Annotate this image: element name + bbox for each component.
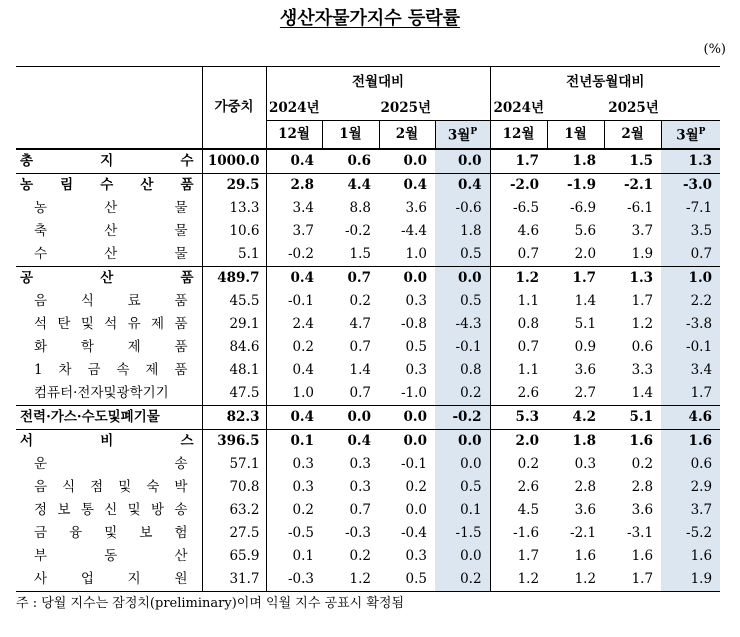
value-cell: 0.5 <box>435 290 490 313</box>
value-cell: 3.4 <box>661 359 720 382</box>
value-cell: -7.1 <box>661 197 720 220</box>
table-body <box>16 149 720 592</box>
yoy-header: 전년동월대비 <box>490 67 720 98</box>
value-cell: 0.6 <box>661 453 720 476</box>
value-cell: 0.7 <box>322 266 379 290</box>
value-cell: 0.2 <box>349 292 371 309</box>
value-cell: 1.6 <box>574 547 597 564</box>
row-label: 축 산 물 <box>34 222 188 239</box>
value-cell: 0.2 <box>435 568 490 592</box>
yoy-year-2025: 2025년 <box>608 100 659 116</box>
value-cell: 0.1 <box>266 545 322 568</box>
value-cell: 4.6 <box>490 220 547 243</box>
subcategory-row <box>16 382 720 406</box>
row-label: 금 융 및 보 험 <box>34 524 188 541</box>
footnote: 주 : 당월 지수는 잠정치(preliminary)이며 익월 지수 공표시 확정됨 <box>16 596 405 611</box>
value-cell: 2.8 <box>266 173 322 197</box>
value-cell: 0.8 <box>435 359 490 382</box>
value-cell: 3.5 <box>661 220 720 243</box>
weight-cell: 45.5 <box>202 290 266 313</box>
value-cell: -0.2 <box>344 222 371 239</box>
weight-cell: 31.7 <box>202 568 266 592</box>
value-cell: 1.4 <box>631 384 654 401</box>
value-cell: 0.7 <box>661 243 720 267</box>
value-cell: 0.7 <box>490 243 547 267</box>
row-label: 사 업 지 원 <box>16 568 202 592</box>
value-cell: -0.2 <box>266 243 322 267</box>
value-cell: -3.8 <box>661 313 720 336</box>
category-row <box>16 429 720 453</box>
value-cell: 0.4 <box>266 405 322 429</box>
value-cell: 1.4 <box>349 361 371 378</box>
month-header: 12월 <box>266 121 322 149</box>
subcategory-row <box>16 336 720 359</box>
value-cell: 1.7 <box>604 568 661 592</box>
value-cell: -0.2 <box>435 405 490 429</box>
value-cell: -0.5 <box>266 522 322 545</box>
weight-cell: 82.3 <box>202 405 266 429</box>
value-cell: 4.4 <box>322 173 379 197</box>
value-cell: 0.0 <box>435 545 490 568</box>
value-cell: 2.6 <box>490 476 547 499</box>
weight-cell: 5.1 <box>202 243 266 267</box>
category-row <box>16 173 720 197</box>
value-cell: 0.2 <box>266 336 322 359</box>
value-cell: 0.2 <box>435 382 490 406</box>
row-label: 운 송 <box>34 455 188 472</box>
row-label: 화 학 제 품 <box>34 338 188 355</box>
subcategory-row <box>16 243 720 267</box>
value-cell: 0.3 <box>266 476 322 499</box>
value-cell: 0.4 <box>379 173 435 197</box>
row-label: 1 차 금 속 제 품 <box>34 361 188 378</box>
value-cell: 1.2 <box>631 315 654 332</box>
month-header: 1월 <box>547 121 604 149</box>
value-cell: -4.4 <box>400 222 427 239</box>
value-cell: 1.6 <box>604 429 661 453</box>
subcategory-row <box>16 545 720 568</box>
weight-cell: 489.7 <box>202 266 266 290</box>
value-cell: 1.0 <box>661 266 720 290</box>
value-cell: 0.2 <box>266 499 322 522</box>
value-cell: 1.7 <box>547 266 604 290</box>
category-row <box>16 405 720 429</box>
weight-cell: 29.5 <box>202 173 266 197</box>
value-cell: 0.6 <box>322 149 379 174</box>
value-cell: 5.1 <box>604 405 661 429</box>
value-cell: 0.3 <box>349 455 371 472</box>
value-cell: -0.1 <box>266 290 322 313</box>
value-cell: -6.5 <box>490 197 547 220</box>
value-cell: 0.0 <box>322 405 379 429</box>
value-cell: 3.4 <box>266 197 322 220</box>
row-label: 컴퓨터·전자및광학기기 <box>34 384 169 401</box>
value-cell: 2.0 <box>574 245 597 262</box>
row-label: 서 비 스 <box>16 429 202 453</box>
value-cell: 1.8 <box>547 149 604 174</box>
value-cell: 0.4 <box>266 359 322 382</box>
month-header-prelim: 3월$^P$ <box>661 121 720 149</box>
value-cell: 0.0 <box>405 501 427 518</box>
value-cell: 3.7 <box>266 220 322 243</box>
value-cell: 4.7 <box>349 315 371 332</box>
value-cell: -2.1 <box>604 173 661 197</box>
month-header: 12월 <box>490 121 547 149</box>
value-cell: 4.2 <box>547 405 604 429</box>
weight-header: 가중치 <box>202 67 266 149</box>
header-row-1 <box>16 67 720 98</box>
value-cell: 0.5 <box>405 338 427 355</box>
value-cell: 4.5 <box>490 499 547 522</box>
value-cell: 1.1 <box>490 359 547 382</box>
value-cell: -2.1 <box>570 524 597 541</box>
mom-year-2025: 2025년 <box>380 100 432 116</box>
row-label: 공 산 품 <box>16 266 202 290</box>
weight-cell: 10.6 <box>202 220 266 243</box>
value-cell: 8.8 <box>349 199 371 216</box>
value-cell: -1.0 <box>400 384 427 401</box>
subcategory-row <box>16 359 720 382</box>
value-cell: 3.6 <box>574 361 597 378</box>
value-cell: 0.5 <box>435 476 490 499</box>
value-cell: -0.1 <box>400 455 427 472</box>
row-label: 농 산 물 <box>34 199 188 216</box>
weight-cell: 63.2 <box>202 499 266 522</box>
subcategory-row <box>16 313 720 336</box>
value-cell: 0.3 <box>349 478 371 495</box>
value-cell: 0.0 <box>435 266 490 290</box>
value-cell: 3.3 <box>631 361 654 378</box>
value-cell: 0.7 <box>349 338 371 355</box>
value-cell: -0.3 <box>344 524 371 541</box>
value-cell: 1.3 <box>604 266 661 290</box>
value-cell: 0.6 <box>631 338 654 355</box>
month-header: 2월 <box>604 121 661 149</box>
row-label: 부 동 산 <box>34 547 188 564</box>
value-cell: -2.0 <box>490 173 547 197</box>
value-cell: 1.2 <box>490 568 547 592</box>
row-label: 수 산 물 <box>34 245 188 262</box>
value-cell: 1.5 <box>604 149 661 174</box>
value-cell: 0.9 <box>574 338 597 355</box>
month-header: 1월 <box>322 121 379 149</box>
value-cell: 1.9 <box>631 245 654 262</box>
value-cell: 1.1 <box>490 290 547 313</box>
value-cell: -3.1 <box>627 524 654 541</box>
weight-cell: 65.9 <box>202 545 266 568</box>
value-cell: 0.3 <box>266 453 322 476</box>
value-cell: 0.4 <box>435 173 490 197</box>
value-cell: 0.8 <box>490 313 547 336</box>
row-label: 음 식 료 품 <box>34 292 188 309</box>
value-cell: -3.0 <box>661 173 720 197</box>
row-label: 음 식 점 및 숙 박 <box>34 478 188 495</box>
value-cell: 2.6 <box>490 382 547 406</box>
subcategory-row <box>16 453 720 476</box>
value-cell: -6.1 <box>627 199 654 216</box>
value-cell: 0.5 <box>379 568 435 592</box>
value-cell: -6.9 <box>570 199 597 216</box>
value-cell: 1.8 <box>547 429 604 453</box>
value-cell: 0.0 <box>379 429 435 453</box>
value-cell: -0.1 <box>661 336 720 359</box>
value-cell: 1.8 <box>435 220 490 243</box>
weight-cell: 84.6 <box>202 336 266 359</box>
value-cell: -4.3 <box>435 313 490 336</box>
category-row <box>16 266 720 290</box>
value-cell: -1.9 <box>547 173 604 197</box>
value-cell: 0.3 <box>574 455 597 472</box>
value-cell: 4.6 <box>661 405 720 429</box>
value-cell: 0.4 <box>266 266 322 290</box>
value-cell: 2.8 <box>574 478 597 495</box>
value-cell: 0.2 <box>405 478 427 495</box>
value-cell: -0.6 <box>435 197 490 220</box>
value-cell: -5.2 <box>661 522 720 545</box>
yoy-year-2024: 2024년 <box>490 97 547 121</box>
weight-cell: 70.8 <box>202 476 266 499</box>
subcategory-row <box>16 197 720 220</box>
subcategory-row <box>16 290 720 313</box>
value-cell: 5.6 <box>574 222 597 239</box>
value-cell: 1.2 <box>490 266 547 290</box>
value-cell: -0.3 <box>266 568 322 592</box>
value-cell: 3.6 <box>574 501 597 518</box>
value-cell: 0.5 <box>435 243 490 267</box>
value-cell: 0.7 <box>490 336 547 359</box>
value-cell: -0.8 <box>400 315 427 332</box>
value-cell: -1.6 <box>490 522 547 545</box>
value-cell: 3.6 <box>631 501 654 518</box>
row-label: 정 보 통 신 및 방 송 <box>34 501 188 518</box>
value-cell: 0.0 <box>435 429 490 453</box>
value-cell: 0.0 <box>379 405 435 429</box>
value-cell: 0.7 <box>349 501 371 518</box>
value-cell: -0.4 <box>400 524 427 541</box>
weight-cell: 48.1 <box>202 359 266 382</box>
value-cell: 1.7 <box>631 292 654 309</box>
value-cell: 0.4 <box>266 149 322 174</box>
value-cell: 1.4 <box>574 292 597 309</box>
value-cell: 1.7 <box>661 382 720 406</box>
value-cell: 1.5 <box>349 245 371 262</box>
value-cell: -0.1 <box>435 336 490 359</box>
value-cell: 1.6 <box>631 547 654 564</box>
value-cell: 0.0 <box>379 149 435 174</box>
value-cell: 5.1 <box>574 315 597 332</box>
value-cell: 2.2 <box>661 290 720 313</box>
value-cell: 3.7 <box>631 222 654 239</box>
value-cell: 2.0 <box>490 429 547 453</box>
mom-year-2024: 2024년 <box>266 97 322 121</box>
value-cell: 0.2 <box>349 547 371 564</box>
unit-label: (%) <box>703 42 726 57</box>
value-cell: 1.6 <box>661 429 720 453</box>
month-header-prelim: 3월$^P$ <box>435 121 490 149</box>
value-cell: 0.7 <box>349 384 371 401</box>
value-cell: 0.0 <box>435 453 490 476</box>
value-cell: 1.3 <box>661 149 720 174</box>
value-cell: 0.4 <box>322 429 379 453</box>
value-cell: 2.9 <box>661 476 720 499</box>
weight-cell: 13.3 <box>202 197 266 220</box>
page-title: 생산자물가지수 등락률 <box>279 8 461 29</box>
value-cell: 3.6 <box>405 199 427 216</box>
value-cell: 1.6 <box>661 545 720 568</box>
value-cell: 0.3 <box>405 361 427 378</box>
value-cell: 0.3 <box>405 547 427 564</box>
value-cell: 2.4 <box>266 313 322 336</box>
weight-cell: 29.1 <box>202 313 266 336</box>
ppi-table <box>16 66 720 592</box>
row-label: 농 림 수 산 품 <box>16 173 202 197</box>
value-cell: 5.3 <box>490 405 547 429</box>
weight-cell: 47.5 <box>202 382 266 406</box>
value-cell: 1.2 <box>547 568 604 592</box>
value-cell: 1.7 <box>490 545 547 568</box>
mom-header: 전월대비 <box>266 67 490 98</box>
value-cell: 0.1 <box>435 499 490 522</box>
value-cell: 1.7 <box>490 149 547 174</box>
weight-cell: 27.5 <box>202 522 266 545</box>
row-label: 전력·가스·수도및폐기물 <box>16 405 202 429</box>
value-cell: 2.7 <box>574 384 597 401</box>
value-cell: 3.7 <box>661 499 720 522</box>
value-cell: 0.2 <box>490 453 547 476</box>
value-cell: 1.0 <box>266 382 322 406</box>
value-cell: 0.0 <box>435 149 490 174</box>
value-cell: -1.5 <box>435 522 490 545</box>
value-cell: 0.0 <box>379 266 435 290</box>
weight-cell: 396.5 <box>202 429 266 453</box>
row-label: 총 지 수 <box>16 149 202 174</box>
value-cell: 1.9 <box>661 568 720 592</box>
weight-cell: 57.1 <box>202 453 266 476</box>
subcategory-row <box>16 568 720 592</box>
value-cell: 2.8 <box>631 478 654 495</box>
month-header: 2월 <box>379 121 435 149</box>
weight-cell: 1000.0 <box>202 149 266 174</box>
subcategory-row <box>16 476 720 499</box>
value-cell: 0.3 <box>405 292 427 309</box>
value-cell: 1.2 <box>322 568 379 592</box>
subcategory-row <box>16 522 720 545</box>
value-cell: 0.1 <box>266 429 322 453</box>
value-cell: 1.0 <box>405 245 427 262</box>
category-row <box>16 149 720 174</box>
subcategory-row <box>16 220 720 243</box>
row-label: 석 탄 및 석 유 제 품 <box>34 315 188 332</box>
subcategory-row <box>16 499 720 522</box>
value-cell: 0.2 <box>631 455 654 472</box>
